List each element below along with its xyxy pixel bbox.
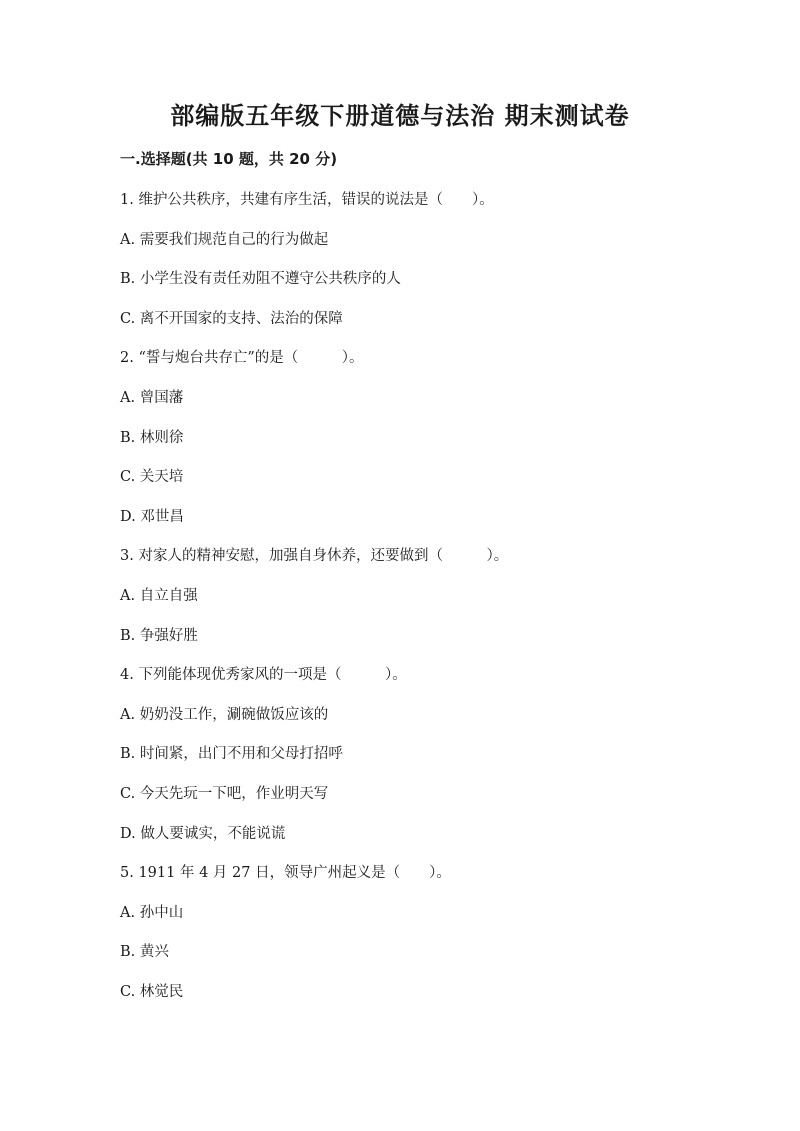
- question-2-stem: 2. “誓与炮台共存亡”的是（ ）。: [120, 350, 364, 366]
- question-2-option-a: A. 曾国藩: [120, 390, 184, 406]
- question-5-stem: 5. 1911 年 4 月 27 日，领导广州起义是（ ）。: [120, 865, 451, 881]
- question-4-stem: 4. 下列能体现优秀家风的一项是（ ）。: [120, 667, 407, 683]
- question-4-option-c: C. 今天先玩一下吧，作业明天写: [120, 786, 329, 802]
- question-2-option-b: B. 林则徐: [120, 430, 184, 446]
- question-4-option-d: D. 做人要诚实，不能说谎: [120, 826, 286, 842]
- question-5-option-b: B. 黄兴: [120, 944, 169, 960]
- question-3-option-b: B. 争强好胜: [120, 628, 198, 644]
- question-3-option-a: A. 自立自强: [120, 588, 198, 604]
- question-5-option-a: A. 孙中山: [120, 905, 184, 921]
- question-5-option-c: C. 林觉民: [120, 984, 184, 1000]
- question-4-option-b: B. 时间紧，出门不用和父母打招呼: [120, 746, 343, 762]
- question-1-option-c: C. 离不开国家的支持、法治的保障: [120, 311, 343, 327]
- exam-title: 部编版五年级下册道德与法治 期末测试卷: [170, 102, 630, 130]
- question-4-option-a: A. 奶奶没工作，涮碗做饭应该的: [120, 707, 329, 723]
- question-1-option-b: B. 小学生没有责任劝阻不遵守公共秩序的人: [120, 271, 401, 287]
- question-2-option-c: C. 关天培: [120, 469, 184, 485]
- question-1-stem: 1. 维护公共秩序，共建有序生活，错误的说法是（ ）。: [120, 192, 494, 208]
- question-1-option-a: A. 需要我们规范自己的行为做起: [120, 232, 329, 248]
- question-3-stem: 3. 对家人的精神安慰，加强自身休养，还要做到（ ）。: [120, 548, 509, 564]
- question-2-option-d: D. 邓世昌: [120, 509, 184, 525]
- section-heading: 一.选择题(共 10 题，共 20 分): [120, 150, 338, 168]
